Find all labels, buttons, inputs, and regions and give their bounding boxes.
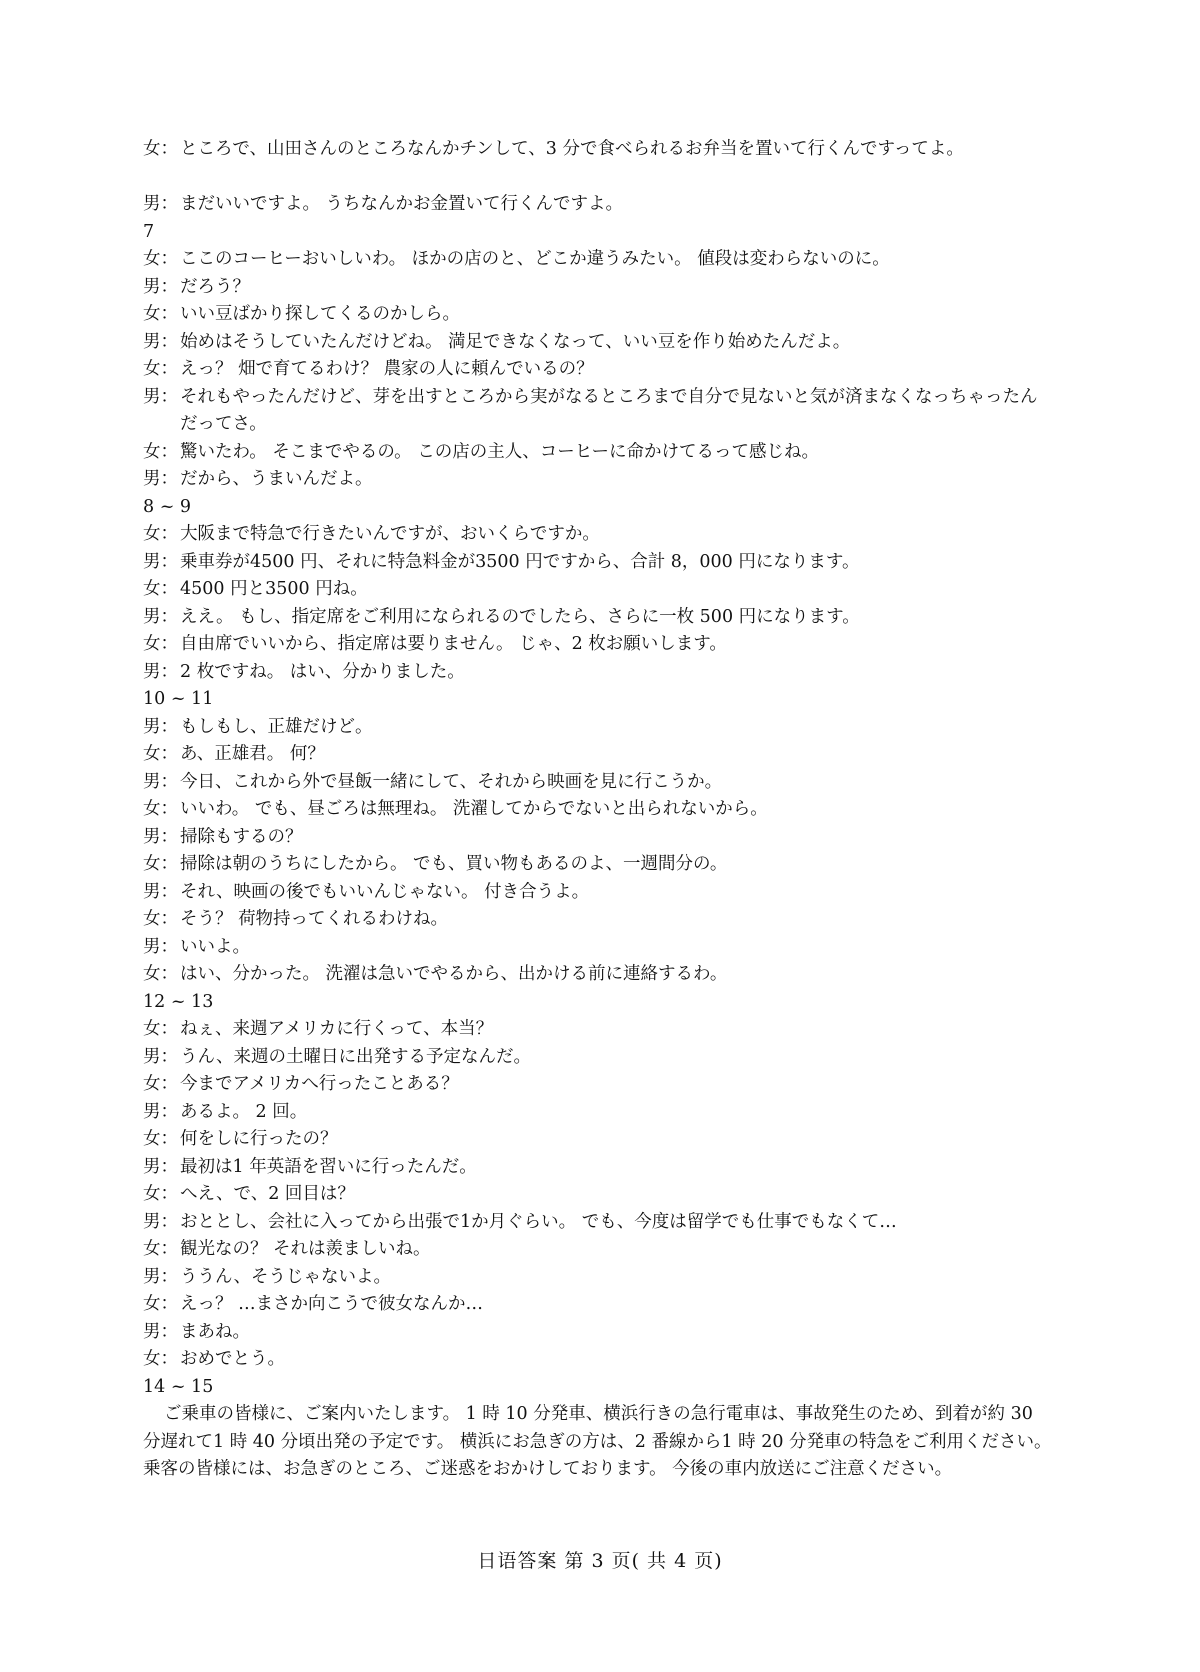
dialogue-line xyxy=(143,439,1053,467)
dialogue-text: 今日、これから外で昼飯一緒にして、それから映画を見に行こうか。 xyxy=(180,771,723,792)
dialogue-line xyxy=(143,521,1053,549)
speaker-label: 男： xyxy=(143,1211,178,1232)
dialogue-line xyxy=(143,1016,1053,1044)
dialogue-line xyxy=(143,879,1053,907)
speaker-label: 男： xyxy=(143,194,178,214)
dialogue-text: もしもし、正雄だけど。 xyxy=(180,716,373,737)
dialogue-line xyxy=(143,191,1053,219)
speaker-label: 男： xyxy=(143,1156,178,1177)
section-number xyxy=(143,219,1053,247)
speaker-label: 女： xyxy=(143,854,178,874)
dialogue-line xyxy=(143,934,1053,962)
speaker-label: 男： xyxy=(143,386,178,407)
speaker-label: 女： xyxy=(143,1184,178,1204)
dialogue-text: 始めはそうしていたんだけどね。 満足できなくなって、いい豆を作り始めたんだよ。 xyxy=(180,331,851,352)
dialogue-text: 自由席でいいから、指定席は要りません。 じゃ、2 枚お願いします。 xyxy=(180,634,727,654)
dialogue-text: はい、分かった。 洗濯は急いでやるから、出かける前に連絡するわ。 xyxy=(180,964,728,984)
dialogue-text: まだいいですよ。 うちなんかお金置いて行くんですよ。 xyxy=(180,194,624,214)
dialogue-line xyxy=(143,961,1053,989)
dialogue-line xyxy=(143,301,1053,329)
dialogue-line xyxy=(143,1154,1053,1182)
transcript xyxy=(143,136,1053,1484)
dialogue-text: 2 枚ですね。 はい、分かりました。 xyxy=(180,661,465,682)
dialogue-line xyxy=(143,576,1053,604)
dialogue-line xyxy=(143,274,1053,302)
dialogue-line xyxy=(143,824,1053,852)
dialogue-text: だろう？ xyxy=(180,276,250,297)
dialogue-line xyxy=(143,1346,1053,1374)
speaker-label: 女： xyxy=(143,799,178,819)
speaker-label: 女： xyxy=(143,744,178,764)
section-number-label: 8 ~ 9 xyxy=(143,496,192,517)
speaker-label: 男： xyxy=(143,1266,178,1287)
dialogue-line xyxy=(143,549,1053,577)
dialogue-text: いい豆ばかり探してくるのかしら。 xyxy=(180,304,460,324)
speaker-label: 男： xyxy=(143,469,178,489)
dialogue-text: おめでとう。 xyxy=(180,1349,285,1369)
dialogue-line xyxy=(143,1126,1053,1154)
dialogue-text: 何をしに行ったの？ xyxy=(180,1129,338,1149)
dialogue-line xyxy=(143,631,1053,659)
section-number xyxy=(143,1374,1053,1402)
dialogue-text: へえ、で、2 回目は？ xyxy=(180,1184,355,1204)
dialogue-text: おととし、会社に入ってから出張で1か月ぐらい。 でも、今度は留学でも仕事でもなくて… xyxy=(180,1211,897,1232)
dialogue-text: えっ？ 畑で育てるわけ？ 農家の人に頼んでいるの？ xyxy=(180,359,594,379)
section-number-label: 14 ~ 15 xyxy=(143,1376,214,1397)
dialogue-line xyxy=(143,1099,1053,1127)
dialogue-line xyxy=(143,1209,1053,1237)
section-number-label: 10 ~ 11 xyxy=(143,689,214,709)
dialogue-text: あるよ。 2 回。 xyxy=(180,1101,308,1122)
dialogue-text: 観光なの？ それは羨ましいね。 xyxy=(180,1239,431,1259)
dialogue-text: 最初は1 年英語を習いに行ったんだ。 xyxy=(180,1156,477,1177)
section-number-label: 12 ~ 13 xyxy=(143,991,214,1012)
speaker-label: 男： xyxy=(143,936,178,957)
speaker-label: 女： xyxy=(143,579,178,599)
dialogue-text: 掃除は朝のうちにしたから。 でも、買い物もあるのよ、一週間分の。 xyxy=(180,854,728,874)
dialogue-line xyxy=(143,329,1053,357)
dialogue-line xyxy=(143,1291,1053,1319)
speaker-label: 女： xyxy=(143,249,178,269)
dialogue-text: まあね。 xyxy=(180,1321,250,1342)
dialogue-text: いいわ。 でも、昼ごろは無理ね。 洗濯してからでないと出られないから。 xyxy=(180,799,768,819)
speaker-label: 女： xyxy=(143,634,178,654)
dialogue-text: ここのコーヒーおいしいわ。 ほかの店のと、どこか違うみたい。 値段は変わらないのに。 xyxy=(180,249,890,269)
dialogue-text: それもやったんだけど、芽を出すところから実がなるところまで自分で見ないと気が済まなくなっちゃったんだってさ。 xyxy=(180,386,1038,434)
dialogue-text: いいよ。 xyxy=(180,936,250,957)
dialogue-text: ところで、山田さんのところなんかチンして、3 分で食べられるお弁当を置いて行くんですってよ。 xyxy=(180,139,964,159)
dialogue-line xyxy=(143,356,1053,384)
dialogue-text: 驚いたわ。 そこまでやるの。 この店の主人、コーヒーに命かけてるって感じね。 xyxy=(180,441,820,462)
speaker-label: 女： xyxy=(143,1294,178,1314)
dialogue-text: ねぇ、来週アメリカに行くって、本当？ xyxy=(180,1019,494,1039)
dialogue-text: そう？ 荷物持ってくれるわけね。 xyxy=(180,909,449,929)
dialogue-text: ええ。 もし、指定席をご利用になられるのでしたら、さらに一枚 500 円になります。 xyxy=(180,606,860,627)
dialogue-text: えっ？ …まさか向こうで彼女なんか… xyxy=(180,1294,484,1314)
dialogue-text: あ、正雄君。 何？ xyxy=(180,744,325,764)
dialogue-line xyxy=(143,1236,1053,1264)
speaker-label: 女： xyxy=(143,1019,178,1039)
dialogue-text: 掃除もするの？ xyxy=(180,826,303,847)
dialogue-line xyxy=(143,906,1053,934)
dialogue-text: 大阪まで特急で行きたいんですが、おいくらですか。 xyxy=(180,524,600,544)
speaker-label: 男： xyxy=(143,606,178,627)
speaker-label: 女： xyxy=(143,441,178,462)
dialogue-line xyxy=(143,741,1053,769)
speaker-label: 女： xyxy=(143,139,178,159)
dialogue-line xyxy=(143,1181,1053,1209)
speaker-label: 女： xyxy=(143,1074,178,1094)
speaker-label: 女： xyxy=(143,524,178,544)
dialogue-line xyxy=(143,604,1053,632)
section-number xyxy=(143,686,1053,714)
dialogue-line xyxy=(143,136,1053,191)
speaker-label: 女： xyxy=(143,909,178,929)
speaker-label: 男： xyxy=(143,1321,178,1342)
speaker-label: 女： xyxy=(143,1239,178,1259)
section-number xyxy=(143,989,1053,1017)
speaker-label: 男： xyxy=(143,881,178,902)
dialogue-line xyxy=(143,466,1053,494)
speaker-label: 男： xyxy=(143,331,178,352)
speaker-label: 女： xyxy=(143,304,178,324)
announcement-paragraph: ご乗車の皆様に、ご案内いたします。 1 時 10 分発車、横浜行きの急行電車は、事故発生のため、到着が約 30 分遅れて1 時 40 分頃出発の予定です。 横浜にお急ぎの方は、2 番線から1 時 20 分発車の特急をご利用ください。 乗客の皆様には、お急ぎのところ、ご迷惑をおかけしております。 今後の車内放送にご注意ください。 xyxy=(143,1404,1052,1479)
speaker-label: 女： xyxy=(143,964,178,984)
dialogue-text: うん、来週の土曜日に出発する予定なんだ。 xyxy=(180,1046,532,1067)
section-number xyxy=(143,494,1053,522)
dialogue-line xyxy=(143,1044,1053,1072)
dialogue-line xyxy=(143,851,1053,879)
dialogue-text: 今までアメリカへ行ったことある？ xyxy=(180,1074,459,1094)
speaker-label: 男： xyxy=(143,826,178,847)
dialogue-text: ううん、そうじゃないよ。 xyxy=(180,1266,392,1287)
dialogue-line xyxy=(143,714,1053,742)
speaker-label: 男： xyxy=(143,716,178,737)
dialogue-line xyxy=(143,769,1053,797)
dialogue-text: 乗車券が4500 円、それに特急料金が3500 円ですから、合計 8，000 円になります。 xyxy=(180,551,860,572)
speaker-label: 男： xyxy=(143,661,178,682)
section-number-label: 7 xyxy=(143,221,155,242)
dialogue-line xyxy=(143,796,1053,824)
dialogue-line xyxy=(143,659,1053,687)
dialogue-line xyxy=(143,246,1053,274)
dialogue-line xyxy=(143,384,1053,439)
dialogue-line xyxy=(143,1071,1053,1099)
speaker-label: 男： xyxy=(143,551,178,572)
speaker-label: 女： xyxy=(143,359,178,379)
dialogue-text: それ、映画の後でもいいんじゃない。 付き合うよ。 xyxy=(180,881,590,902)
dialogue-line xyxy=(143,1319,1053,1347)
dialogue-line xyxy=(143,1264,1053,1292)
page-footer: 日语答案 第 3 页( 共 4 页) xyxy=(477,1550,723,1572)
speaker-label: 男： xyxy=(143,276,178,297)
dialogue-text: だから、うまいんだよ。 xyxy=(180,469,373,489)
speaker-label: 男： xyxy=(143,771,178,792)
speaker-label: 男： xyxy=(143,1101,178,1122)
speaker-label: 女： xyxy=(143,1129,178,1149)
speaker-label: 男： xyxy=(143,1046,178,1067)
dialogue-text: 4500 円と3500 円ね。 xyxy=(180,579,368,599)
speaker-label: 女： xyxy=(143,1349,178,1369)
